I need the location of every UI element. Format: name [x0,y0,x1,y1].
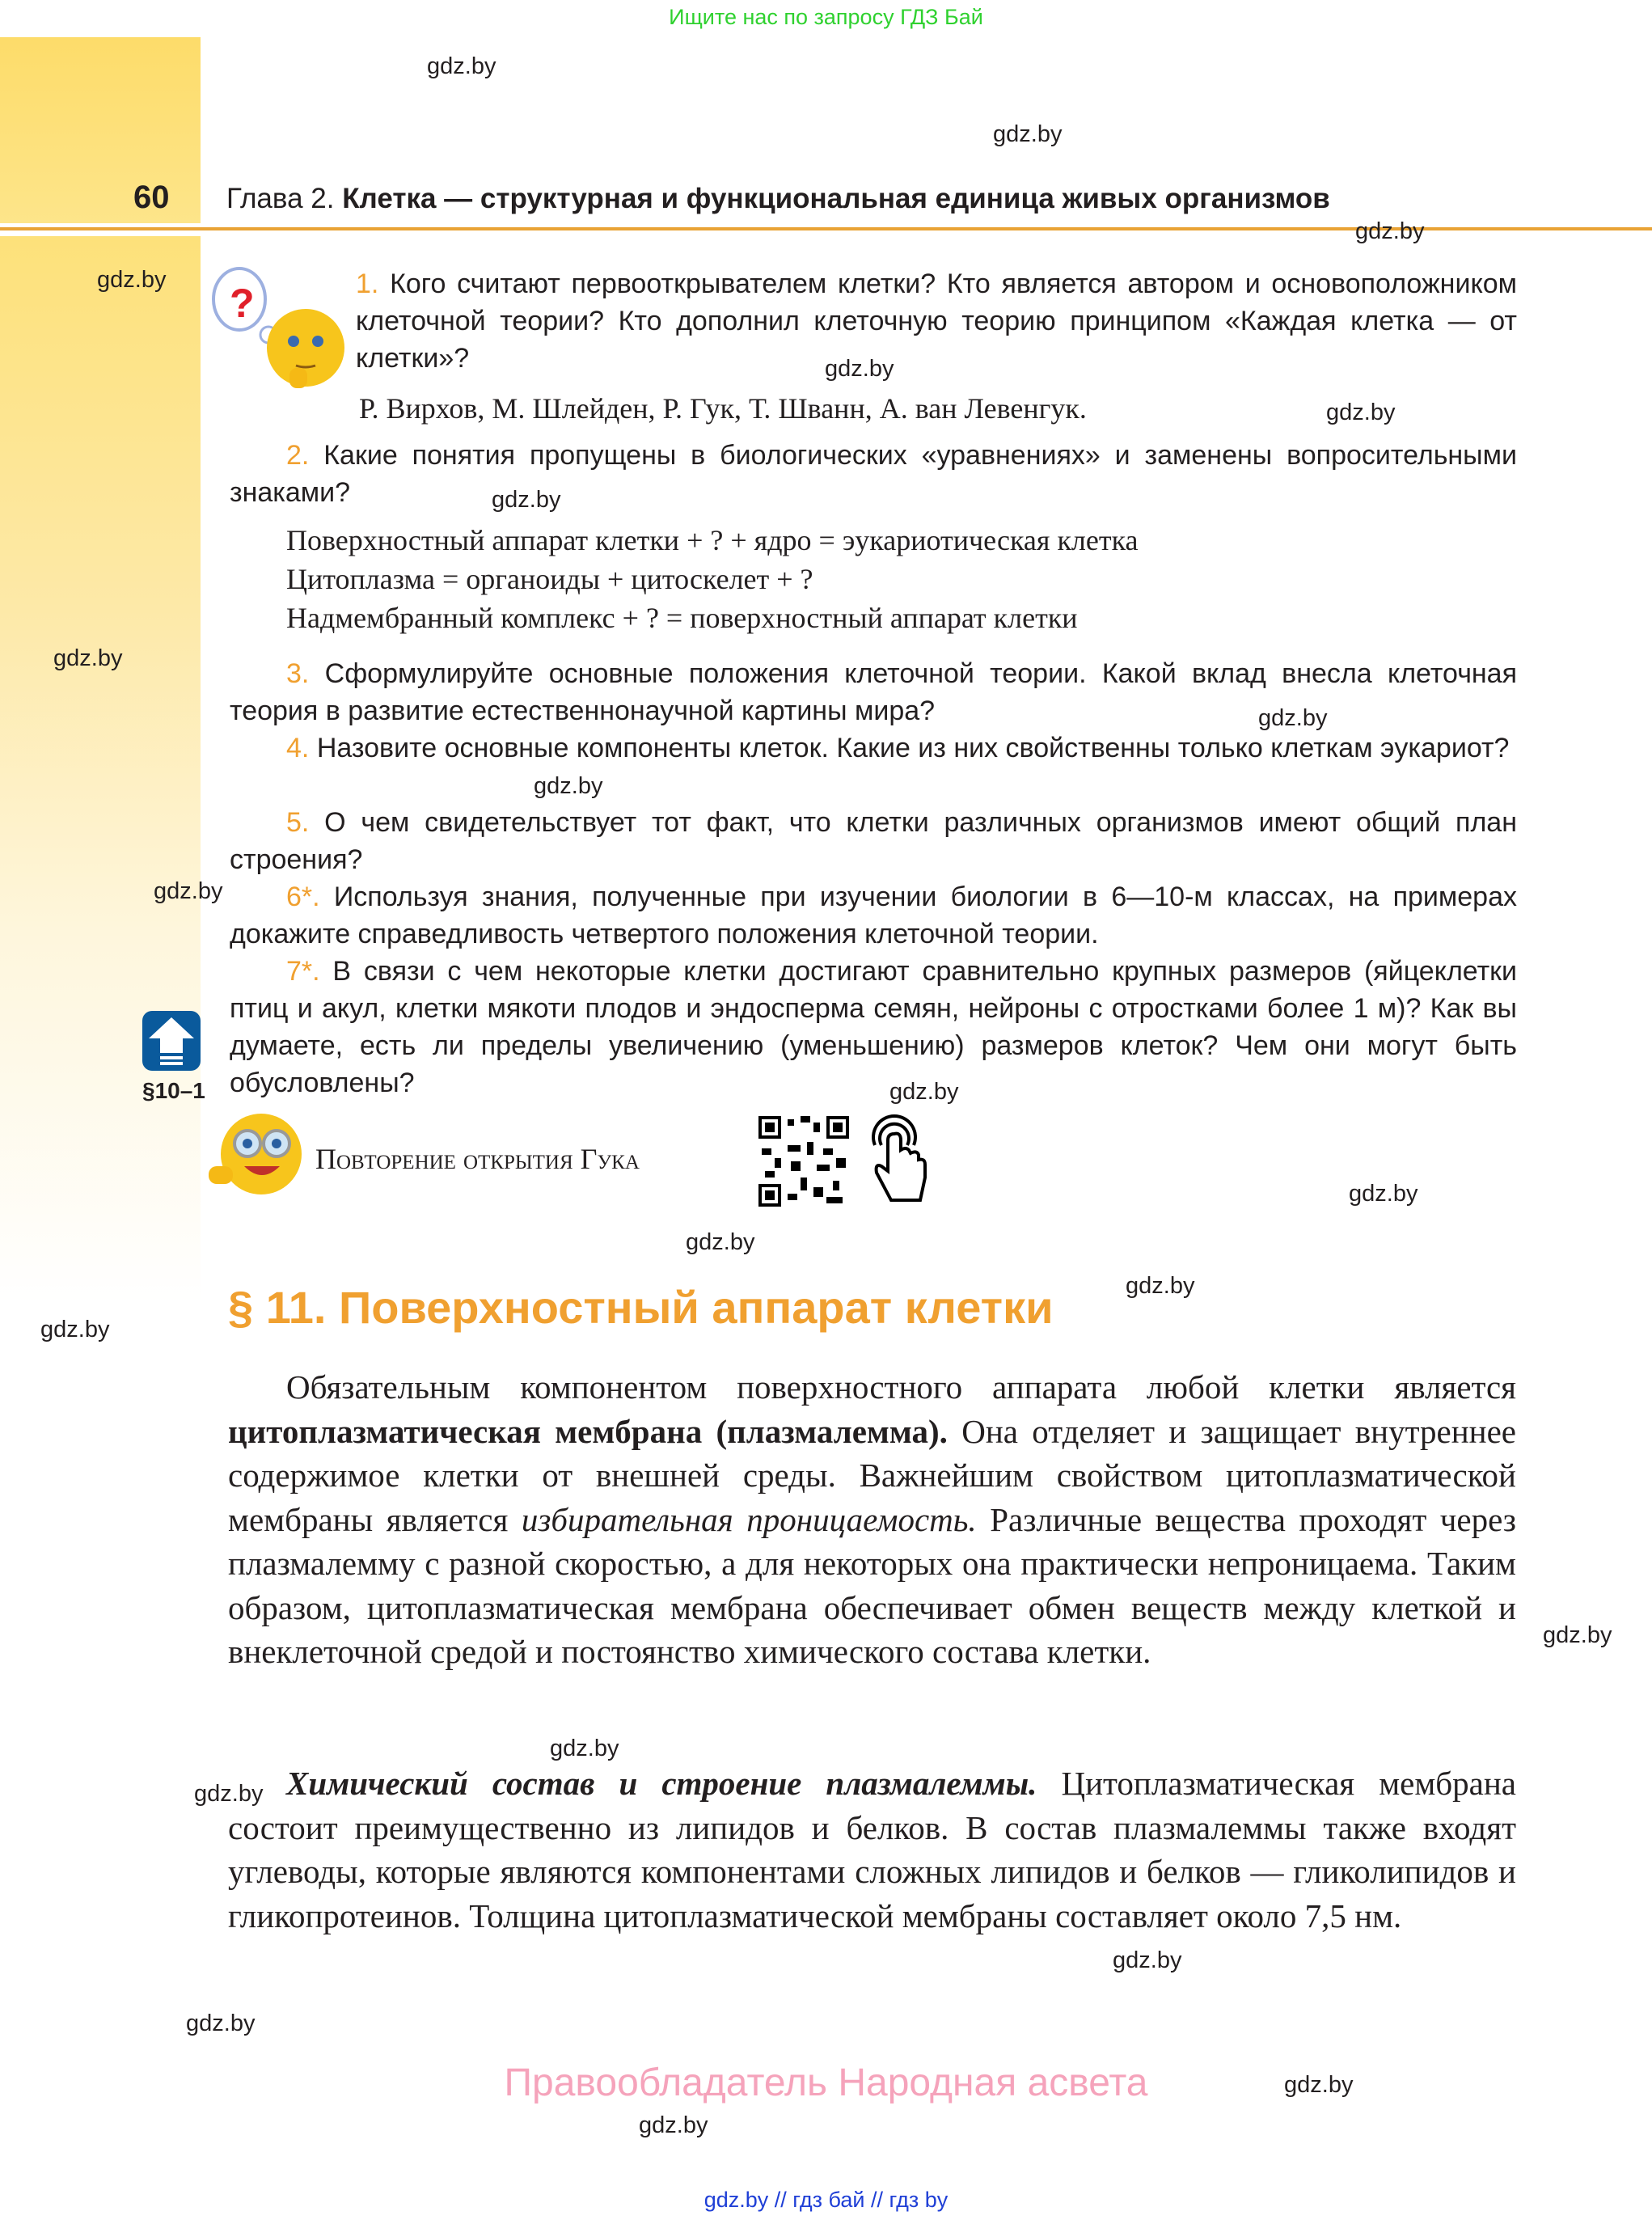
watermark: gdz.by [889,1079,959,1105]
question-4 [230,729,1517,767]
watermark: gdz.by [97,267,167,293]
watermark: gdz.by [993,121,1063,147]
footer-links[interactable]: gdz.by // гдз бай // гдз by [703,2188,949,2212]
question-number: 4. [286,733,310,763]
text: Различные вещества проходят через плазмалемму с разной скоростью, а для некоторых она практически непроницаема. Таким образом, цитоплазматическая мембрана обеспечивает обмен веществ между клеткой и внеклеточной средой и постоянство химического состава клетки. [228,1500,1516,1670]
watermark: gdz.by [492,487,561,513]
equation-2: Цитоплазма = органоиды + цитоскелет + ? [286,563,813,595]
magnifier-face-icon [201,1110,306,1199]
page-number: 60 [133,180,170,215]
chapter-heading [226,183,1330,215]
reference-label[interactable]: §10–1 [142,1078,205,1103]
question-text: Используя знания, полученные при изучении биологии в 6—10-м классах, на примерах докажите справедливость четвертого положения клеточной теории. [230,882,1517,949]
equation-3: Надмембранный комплекс + ? = поверхностный аппарат клетки [286,602,1078,634]
watermark: gdz.by [40,1317,110,1342]
question-text: В связи с чем некоторые клетки достигают сравнительно крупных размеров (яйцеклетки птиц и акул, клетки мякоти плодов и эндосперма семян, нейроны с отростками более 1 м)? Как вы думаете, есть ли пределы увеличению (уменьшению) размеров клеток? Чем они могут быть обусловлены? [230,956,1518,1098]
body-paragraph-1 [228,1365,1516,1674]
watermark: gdz.by [534,773,603,799]
text: Обязательным компонентом поверхностного аппарата любой клетки является [286,1368,1516,1406]
up-arrow-reference-icon[interactable] [142,1011,201,1071]
text: Она отделяет и защищает внутреннее содержимое клетки от внешней среды. Важнейшим свойством цитоплазматической мембраны является [228,1412,1516,1538]
watermark: gdz.by [1543,1622,1612,1648]
svg-text:?: ? [230,281,255,326]
question-text: Кого считают первооткрывателем клетки? Кто является автором и основоположником клеточной теории? Кто дополнил клеточную теорию принципом «Каждая клетка — от клетки»? [356,268,1517,374]
watermark: gdz.by [686,1229,755,1255]
question-number: 6*. [286,882,320,912]
thinking-face-question-icon [201,267,350,388]
watermark: gdz.by [1355,218,1425,244]
watermark: gdz.by [154,878,223,904]
tap-hand-icon[interactable] [864,1113,932,1208]
watermark: gdz.by [550,1736,619,1761]
chapter-title: Клетка — структурная и функциональная единица живых организмов [342,183,1330,214]
question-text: Назовите основные компоненты клеток. Какие из них свойственны только клеткам эукариот? [316,733,1510,763]
question-number: 1. [356,268,379,299]
watermark: gdz.by [1113,1947,1182,1973]
question-text: Какие понятия пропущены в биологических «уравнениях» и заменены вопросительными знаками? [230,440,1517,508]
question-5 [230,804,1517,878]
question-text: Сформулируйте основные положения клеточной теории. Какой вклад внесла клеточная теория в развитие естественнонаучной картины мира? [230,658,1517,726]
watermark: gdz.by [825,356,894,382]
copyright-holder: Правообладатель Народная асвета [504,2061,1148,2104]
text: Цитоплазматическая мембрана состоит преимущественно из липидов и белков. В состав плазмалеммы также входят углеводы, которые являются компонентами сложных липидов и белков — гликолипидов и гликопротеинов. Толщина цитоплазматической мембраны составляет около 7,5 нм. [228,1765,1516,1934]
question-text: О чем свидетельствует тот факт, что клетки различных организмов имеют общий план строения? [230,807,1517,875]
watermark: gdz.by [1326,400,1396,425]
watermark: gdz.by [194,1781,264,1807]
equation-1: Поверхностный аппарат клетки + ? + ядро = эукариотическая клетка [286,524,1139,556]
question-1 [356,265,1517,377]
question-7 [230,953,1517,1101]
section-title: § 11. Поверхностный аппарат клетки [228,1282,1054,1333]
hooke-link[interactable]: Повторение открытия Гука [315,1143,640,1175]
watermark: gdz.by [186,2010,256,2036]
watermark: gdz.by [53,645,123,671]
top-banner[interactable]: Ищите нас по запросу ГДЗ Бай [669,5,983,29]
term-selective-permeability: избирательная проницаемость. [521,1500,977,1538]
qr-code-icon[interactable] [758,1116,849,1207]
question-2 [230,437,1517,511]
question-number: 5. [286,807,310,838]
question-6 [230,878,1517,953]
watermark: gdz.by [1258,705,1328,731]
sidebar-header-band [0,37,201,223]
chapter-prefix: Глава 2. [226,183,343,214]
watermark: gdz.by [1284,2072,1354,2098]
sidebar-gradient-band [0,236,201,1304]
watermark: gdz.by [427,53,496,79]
question-number: 3. [286,658,310,689]
watermark: gdz.by [639,2112,708,2138]
answer-options: Р. Вирхов, М. Шлейден, Р. Гук, Т. Шванн, А. ван Левенгук. [359,392,1087,425]
watermark: gdz.by [1126,1273,1195,1299]
question-number: 7*. [286,956,320,987]
watermark: gdz.by [1349,1181,1418,1207]
body-paragraph-2 [228,1761,1516,1938]
subheading: Химический состав и строение плазмалеммы. [286,1765,1037,1802]
term-plasmalemma: цитоплазматическая мембрана (плазмалемма). [228,1412,948,1450]
question-number: 2. [286,440,310,471]
